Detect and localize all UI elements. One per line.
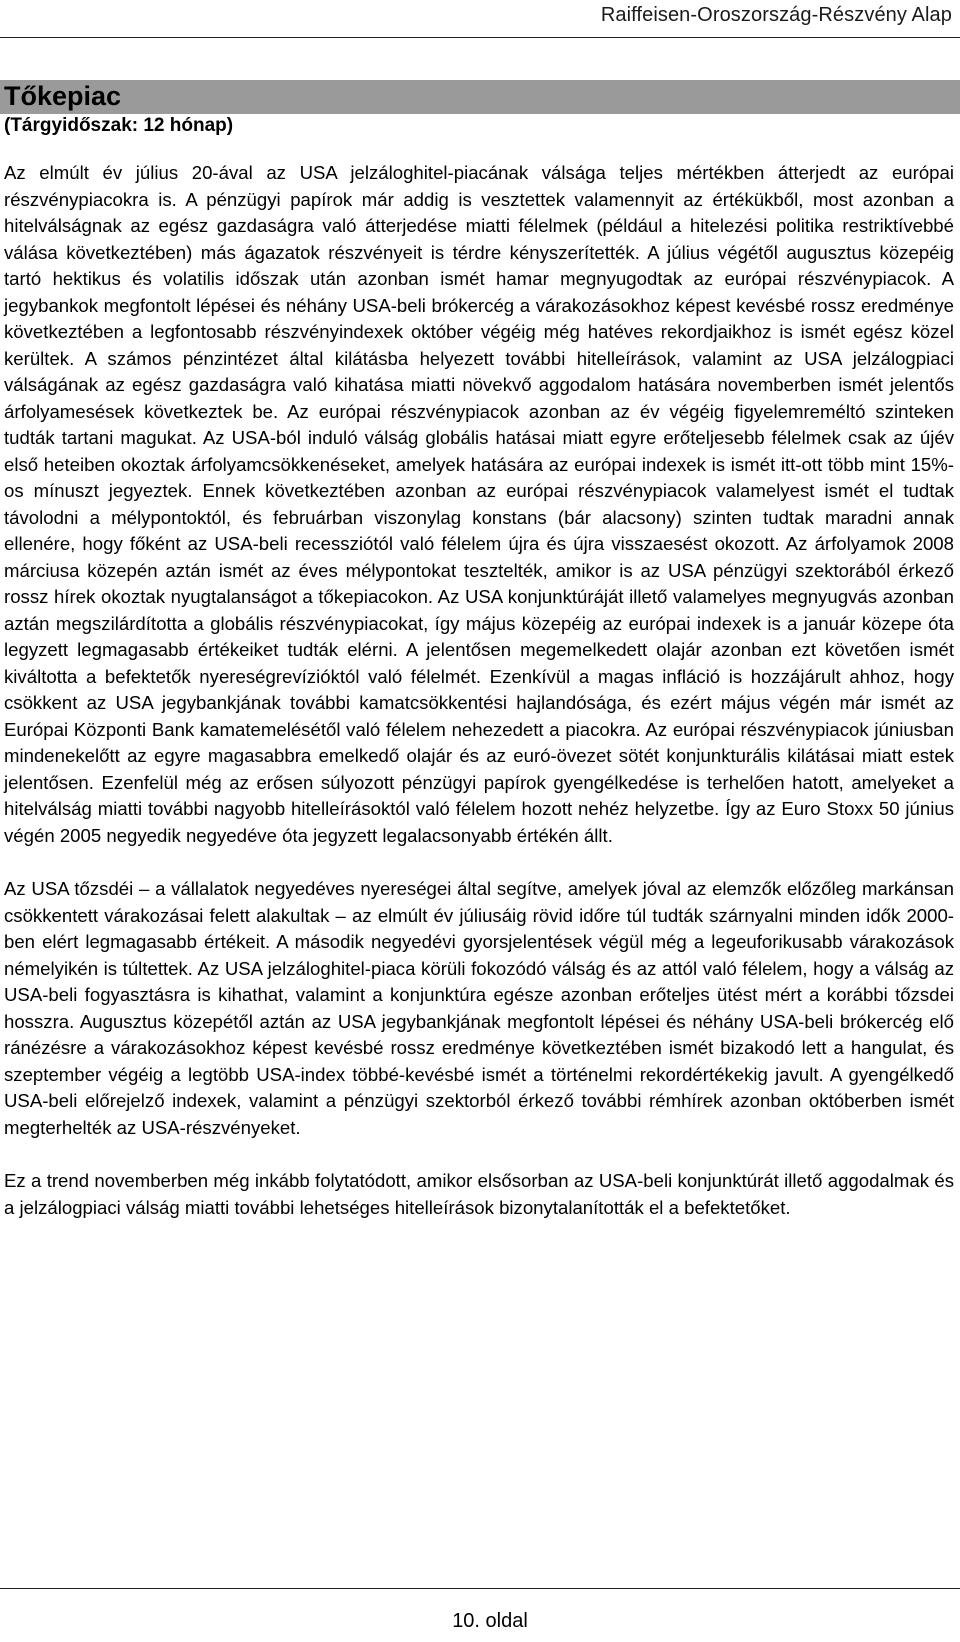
document-header: Raiffeisen-Oroszország-Részvény Alap <box>600 4 952 26</box>
paragraph-usa: Az USA tőzsdéi – a vállalatok negyedéves nyereségei által segítve, amelyek jóval az elemzők előzőleg markánsan csökkentett várakozásai felett alakultak – az elmúlt év júliusáig rövid időre túl tudták szárnyalni minden idők 2000-ben elért legmagasabb értékeit. A második negyedévi gyorsjelentések végül még a legeuforikusabb várakozások némelyikén is túltettek. Az USA jelzáloghitel-piaca körüli fokozódó válság és az attól való félelem, hogy a válság az USA-beli fogyasztásra is kihathat, valamint a konjunktúra egésze azonban erőteljes ütést mért a korábbi tőzsdei hosszra. Augusztus közepétől aztán az USA jegybankjának megfontolt lépései és néhány USA-beli brókercég elő ránézésre a várakozásokhoz képest kevésbé rossz eredménye következtében ismét bizakodó lett a hangulat, és szeptember végéig a legtöbb USA-index többé-kevésbé ismét a történelmi rekordértékekig javult. A gyengélkedő USA-beli előrejelző indexek, valamint a pénzügyi szektorból érkező további rémhírek azonban októberben ismét megterhelték az USA-részvényeket. <box>4 878 954 1138</box>
paragraph-europe: Az elmúlt év július 20-ával az USA jelzáloghitel-piacának válsága teljes mértékben átterjedt az európai részvénypiacokra is. A pénzügyi papírok már addig is vesztettek valamennyit az értékükből, most azonban a hitelválságnak az egész gazdaságra való átterjedése miatti félelmek (például a hitelezési politika restriktívebbé válása következtében) más ágazatok részvényeit is térdre kényszerítették. A július végétől augusztus közepéig tartó hektikus és volatilis időszak után azonban ismét hamar megnyugodtak az európai részvénypiacok. A jegybankok megfontolt lépései és néhány USA-beli brókercég a várakozásokhoz képest kevésbé rossz eredménye következtében a legfontosabb részvényindexek október végéig még hatéves rekordjaikhoz is ismét egész közel kerültek. A számos pénzintézet által kilátásba helyezett további hitelleírások, valamint az USA jelzálogpiaci válságának az egész gazdaságra való kihatása miatti növekvő aggodalom hatására novemberben ismét jelentős árfolyamesések következtek be. Az európai részvénypiacok azonban az év végéig figyelemreméltó szinteken tudták tartani magukat. Az USA-ból induló válság globális hatásai miatt egyre erőteljesebb félelmek csak az újév első heteiben okoztak árfolyamcsökkenéseket, amelyek hatására az európai indexek is ismét itt-ott több mint 15%-os mínuszt jegyeztek. Ennek következtében azonban az európai részvénypiacok valamelyest ismét el tudtak távolodni a mélypontoktól, és februárban viszonylag konstans (bár alacsony) szinten tudtak maradni annak ellenére, hogy főként az USA-beli recessziótól való félelem újra és újra visszaesést okozott. Az árfolyamok 2008 márciusa közepén aztán ismét az éves mélypontokat tesztelték, amikor is az USA pénzügyi szektorából érkező rossz hírek okoztak nyugtalanságot a tőkepiacokon. Az USA konjunktúráját illető valamelyes megnyugvás azonban aztán megszilárdította a globális részvénypiacokat, így május közepéig az európai indexek is a január közepe óta legyzett legmagasabb értékeiket tudták elérni. A jelentősen megemelkedett olajár azonban ezt követően ismét kiváltotta a befektetők nyereségrevízióktól való félelmét. Ezenkívül a magas infláció is hozzájárult ahhoz, hogy csökkent az USA jegybankjának további kamatcsökkentési hajlandósága, és ezért május végén már ismét az Európai Központi Bank kamatemelésétől való félelem nehezedett a piacokra. Az európai részvénypiacok júniusban mindenekelőtt az egyre magasabbra emelkedő olajár és az euró-övezet sötét konjunkturális kilátásai miatt estek jelentősen. Ezenfelül még az erősen súlyozott pénzügyi papírok gyengélkedése is terhelően hatott, amelyeket a hitelválság miatti további nagyobb hitelleírásoktól való félelem hozott nehéz helyzetbe. Így az Euro Stoxx 50 június végén 2005 negyedik negyedéve óta jegyzett legalacsonyabb értékén állt. <box>4 162 954 846</box>
section-title-bar <box>0 80 960 114</box>
header-divider <box>0 37 960 38</box>
section-subtitle: (Tárgyidőszak: 12 hónap) <box>4 115 234 136</box>
document-body <box>4 160 954 1248</box>
page-number: 10. oldal <box>452 1610 528 1632</box>
footer-divider <box>0 1588 960 1589</box>
section-title: Tőkepiac <box>4 81 122 111</box>
paragraph-november: Ez a trend novemberben még inkább folytatódott, amikor elsősorban az USA-beli konjunktúrát illető aggodalmak és a jelzálogpiaci válság miatti további lehetséges hitelleírások bizonytalanították el a befektetőket. <box>4 1170 954 1218</box>
